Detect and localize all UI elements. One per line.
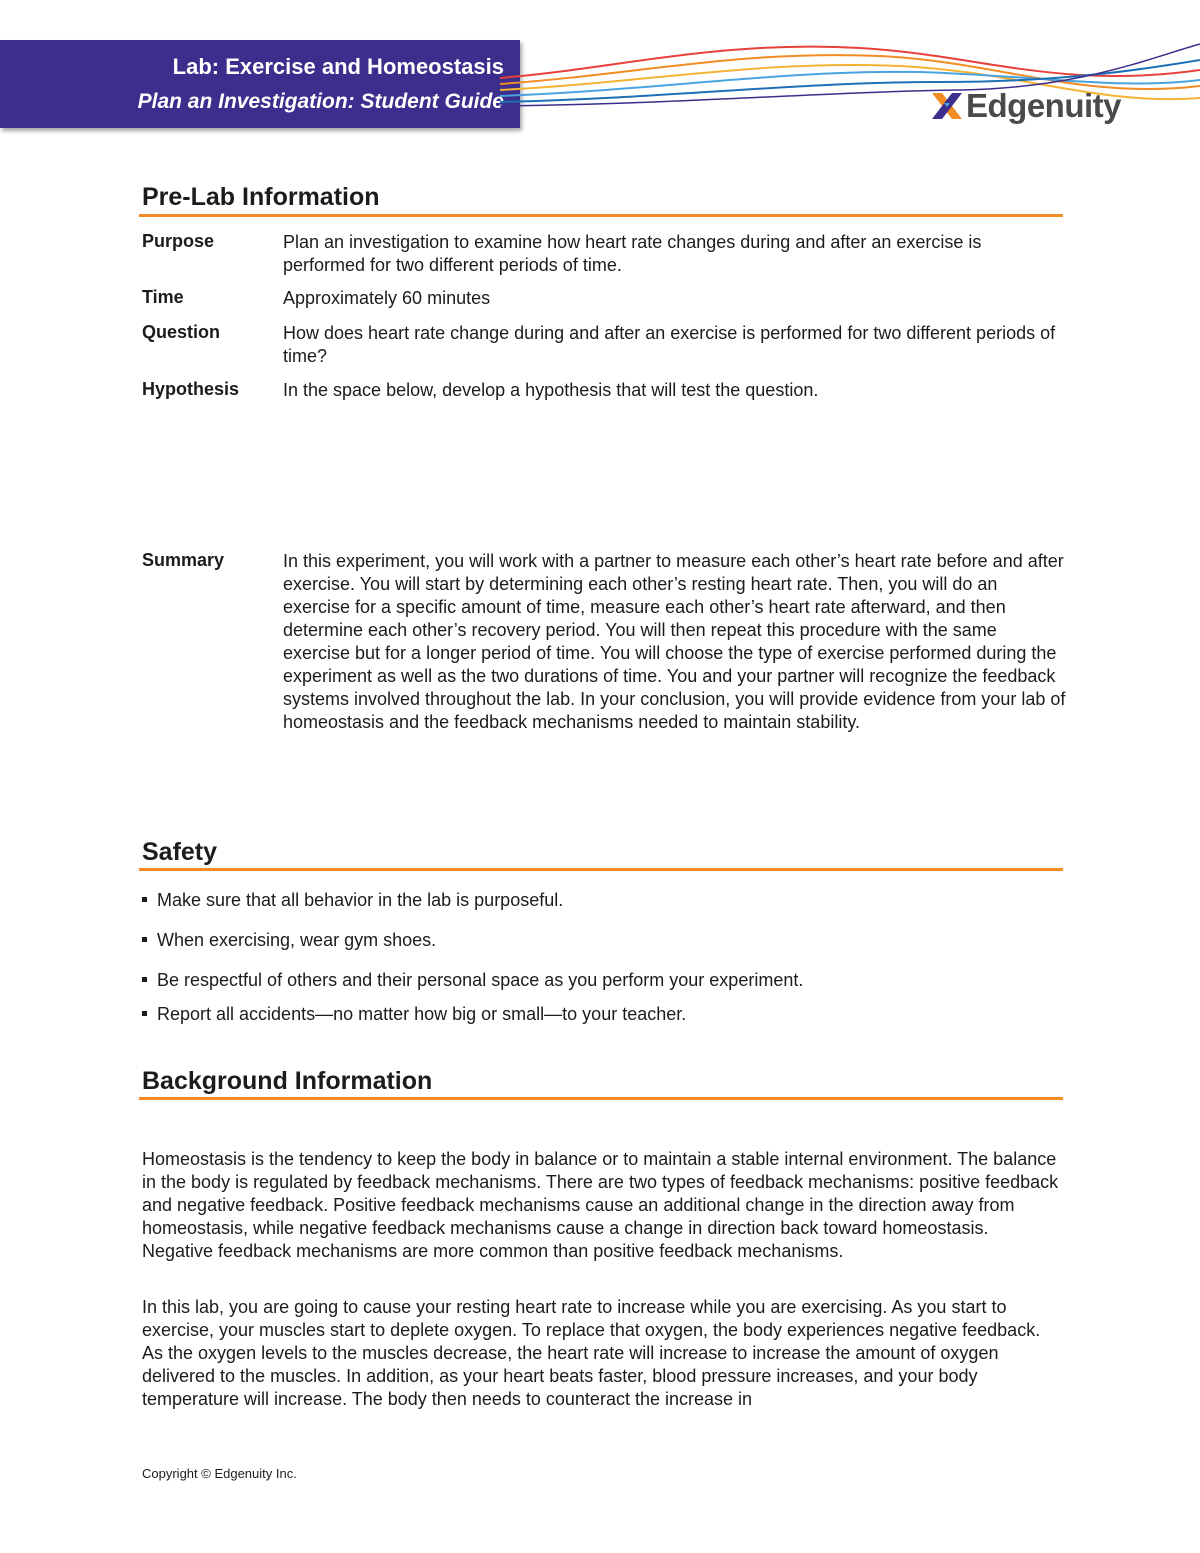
purpose-text: Plan an investigation to examine how heart rate changes during and after an exercise is performed for two different periods of time.	[283, 232, 982, 275]
safety-item	[142, 890, 563, 911]
background-heading: Background Information	[142, 1067, 433, 1095]
brand-name: Edgenuity	[966, 87, 1122, 124]
safety-item	[142, 970, 803, 991]
prelab-rule	[139, 214, 1063, 217]
question-label: Question	[142, 322, 221, 342]
background-paragraph-1: Homeostasis is the tendency to keep the body in balance or to maintain a stable internal environment. The balance in the body is regulated by feedback mechanisms. There are two types of feedback mechanisms: positive feedback and negative feedback. Positive feedback mechanisms cause an additional change in the direction away from homeostasis, while negative feedback mechanisms cause a change in direction back toward homeostasis. Negative feedback mechanisms are more common than positive feedback mechanisms.	[142, 1149, 1059, 1261]
background-paragraph-2: In this lab, you are going to cause your resting heart rate to increase while you are exercising. As you start to exercise, your muscles start to deplete oxygen. To replace that oxygen, the body experiences negative feedback. As the oxygen levels to the muscles decrease, the heart rate will increase to increase the amount of oxygen delivered to the muscles. In addition, as your heart beats faster, blood pressure increases, and your body temperature will increase. The body then needs to counteract the increase in	[142, 1297, 1041, 1409]
bullet-mark	[142, 1011, 147, 1016]
bullet-mark	[142, 977, 147, 982]
hypothesis-label: Hypothesis	[142, 379, 240, 399]
safety-item-text: When exercising, wear gym shoes.	[157, 930, 437, 950]
header-banner	[0, 40, 520, 128]
question-text: How does heart rate change during and after an exercise is performed for two different periods of time?	[283, 323, 1056, 366]
hypothesis-text: In the space below, develop a hypothesis that will test the question.	[283, 380, 819, 400]
background-rule	[139, 1097, 1063, 1100]
safety-item-text: Report all accidents—no matter how big or small—to your teacher.	[157, 1004, 687, 1024]
safety-item-text: Be respectful of others and their personal space as you perform your experiment.	[157, 970, 804, 990]
summary-label: Summary	[142, 550, 225, 570]
time-label: Time	[142, 287, 184, 307]
time-text: Approximately 60 minutes	[283, 288, 491, 308]
safety-item	[142, 930, 436, 951]
edgenuity-logo	[930, 86, 1121, 126]
edgenuity-x-icon	[930, 89, 964, 123]
safety-heading: Safety	[142, 838, 218, 866]
purpose-label: Purpose	[142, 231, 215, 251]
copyright-notice: Copyright © Edgenuity Inc.	[142, 1466, 297, 1481]
summary-text: In this experiment, you will work with a partner to measure each other’s heart rate before and after exercise. You will start by determining each other’s resting heart rate. Then, you will do an exercise for a specific amount of time, measure each other’s heart rate afterward, and then determine each other’s recovery period. You will then repeat this procedure with the same exercise but for a longer period of time. You will choose the type of exercise performed during the experiment as well as the two durations of time. You and your partner will recognize the feedback systems involved throughout the lab. In your conclusion, you will provide evidence from your lab of homeostasis and the feedback mechanisms needed to maintain stability.	[283, 551, 1066, 732]
bullet-mark	[142, 937, 147, 942]
safety-item-text: Make sure that all behavior in the lab is purposeful.	[157, 890, 564, 910]
bullet-mark	[142, 897, 147, 902]
prelab-heading: Pre-Lab Information	[142, 183, 380, 211]
safety-rule	[139, 868, 1063, 871]
safety-item	[142, 1004, 686, 1025]
document-title: Lab: Exercise and Homeostasis	[172, 54, 504, 79]
document-subtitle: Plan an Investigation: Student Guide	[137, 90, 504, 113]
